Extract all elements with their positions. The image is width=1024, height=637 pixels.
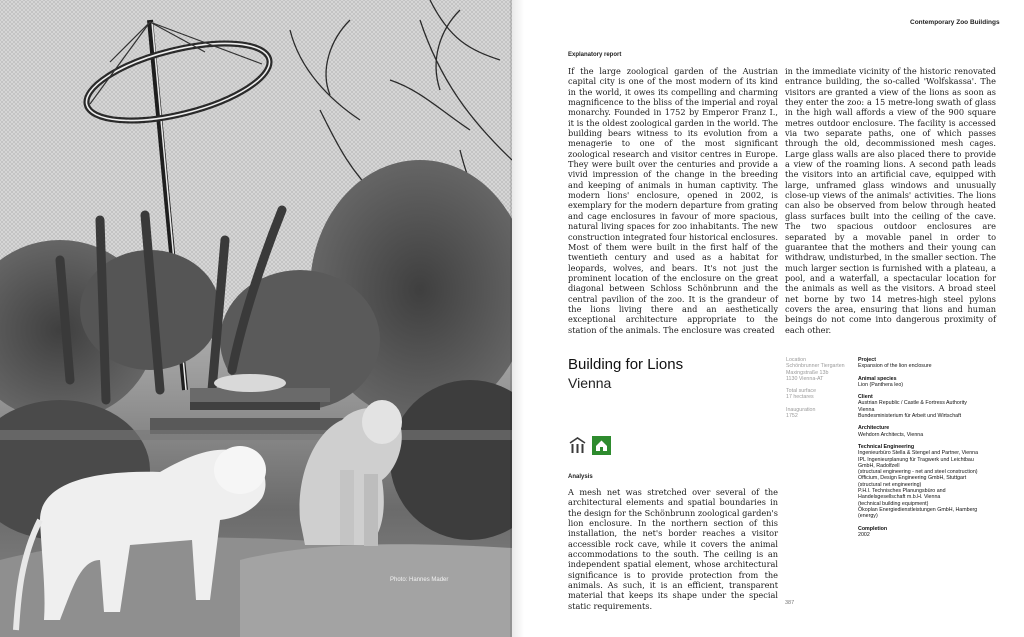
- surface-value: 17 hectares: [786, 394, 814, 401]
- client-line: Austrian Republic / Castle & Fortress Authority: [858, 400, 967, 407]
- report-column-2: in the immediate vicinity of the historic renovated entrance building, the so-called 'Wolfskassa'. The visitors are granted a view of the lions as soon as they enter the zoo: a 15 metre-long swath of glass in the high wall affords a view of the 900 square metres outdoor enclosure. The facility is accessed via two separate paths, one of which passes through the old, decommissioned mesh cages. Large glass walls are also placed there to provide a view of the roaming lions. A second path leads the visitors into an artificial cave, equipped with large, unframed glass windows and unusually close-up views of the animals' activities. The lions can also be observed from below through heated glass surfaces built into the ceiling of the cave. The two spacious outdoor enclosures are separated by a movable panel in order to guarantee that the mothers and their young can withdraw, undisturbed, in the smaller section. The much larger section is furnished with a plateau, a pool, and a waterfall, a spectacular location for the animals as well as the visitors. A broad steel net borne by two 14 metres-high steel pylons covers the area, ensuring that lions and human beings do not come into dangerous proximity of each other.: [785, 66, 996, 335]
- completion-label: Completion: [858, 525, 888, 532]
- location-line: Maxingstraße 13b: [786, 369, 829, 376]
- client-line: Bundesministerium für Arbeit und Wirtschaft: [858, 413, 962, 420]
- engineering-line: (technical building equipment): [858, 500, 929, 507]
- engineering-line: Ökoplan Energiedienstleistungen GmbH, Hamberg: [858, 506, 978, 513]
- engineering-line: (structural net engineering): [858, 481, 922, 488]
- location-label: Location: [786, 357, 807, 363]
- meta-right-column: [858, 357, 998, 544]
- species-label: Animal species: [858, 375, 897, 382]
- resting-lion: [214, 374, 286, 392]
- surface-label: Total surface: [786, 388, 817, 395]
- meta-left-column: [786, 357, 848, 425]
- client-line: Vienna: [858, 406, 875, 413]
- engineering-line: (structural engineering - net and steel construction): [858, 469, 978, 476]
- project-value: Expansion of the lion enclosure: [858, 363, 932, 370]
- project-label: Project: [858, 357, 876, 363]
- species-value: Lion (Panthera leo): [858, 381, 904, 388]
- location-line: Schönbrunner Tiergarten: [786, 363, 845, 370]
- house-icon: [592, 436, 611, 455]
- engineering-label: Technical Engineering: [858, 443, 915, 450]
- book-gutter: [510, 0, 524, 637]
- location-line: 1130 Vienna-AT: [786, 375, 824, 382]
- client-label: Client: [858, 394, 873, 401]
- architecture-label: Architecture: [858, 425, 890, 432]
- analysis-label: Analysis: [568, 474, 593, 480]
- building-icon: [568, 436, 587, 455]
- category-icons: [568, 436, 611, 455]
- running-head: Contemporary Zoo Buildings: [910, 19, 1000, 26]
- engineering-line: GmbH, Radolfzell: [858, 462, 900, 469]
- inauguration-label: Inauguration: [786, 406, 816, 413]
- project-title: Building for Lions: [568, 356, 684, 373]
- engineering-line: P.H.I. Technisches Planungsbüro and: [858, 488, 946, 495]
- engineering-line: Handelsgesellschaft m.b.H. Vienna: [858, 494, 941, 501]
- report-column-1: If the large zoological garden of the Austrian capital city is one of the most modern of its kind in the world, it owes its compelling and charming magnificence to the bliss of the imperial and royal monarchy. Founded in 1752 by Emperor Franz I., it is the oldest zoological garden in the world. The building bears witness to its evolution from a menagerie to one of the most significant zoological research and visitor centres in Europe. They were built over the centuries and provide a vivid impression of the change in the breeding and keeping of animals in human captivity. The modern lions' enclosure, opened in 2002, is exemplary for the modern departure from grating and cage enclosures in favour of more spacious, natural living spaces for zoo inhabitants. The new construction integrated four historical enclosures. Most of them were built in the first half of the twentieth century and used as a habitat for leopards, wolves, and bears. It's not just the prominent location of the enclosure on the great diagonal between Schloss Schönbrunn and the central pavilion of the zoo. It is the grandeur of the lions living there and an aesthetically exceptional architecture appropriate to the station of the animals. The enclosure was created: [568, 66, 778, 335]
- engineering-line: Officium, Design Engineering GmbH, Stuttgart: [858, 475, 967, 482]
- analysis-text: A mesh net was stretched over several of the architectural elements and spatial boundaries in the design for the Schönbrunn zoological garden's lion enclosure. In the northern section of this installation, the net's border reaches a visitor accessible rock cave, while it covers the animal accommodations to the south. The ceiling is an independent spatial element, whose architectural significance is to provide protection from the animals. As such, it is an efficient, transparent material that keeps its shape under the special static requirements.: [568, 487, 778, 611]
- inauguration-value: 1752: [786, 413, 798, 420]
- completion-value: 2002: [858, 531, 870, 538]
- page-number: 387: [785, 600, 795, 606]
- project-city: Vienna: [568, 375, 612, 391]
- photo-credit: Photo: Hannes Mader: [390, 577, 449, 583]
- engineering-line: Ingenieurbüro Stella & Stengel and Partner, Vienna: [858, 450, 979, 457]
- engineering-line: (energy): [858, 513, 878, 520]
- explanatory-report-label: Explanatory report: [568, 52, 622, 58]
- engineering-line: IPL Ingenieurplanung für Tragwerk und Leichtbau: [858, 456, 974, 463]
- architecture-value: Wehdorn Architects, Vienna: [858, 431, 924, 438]
